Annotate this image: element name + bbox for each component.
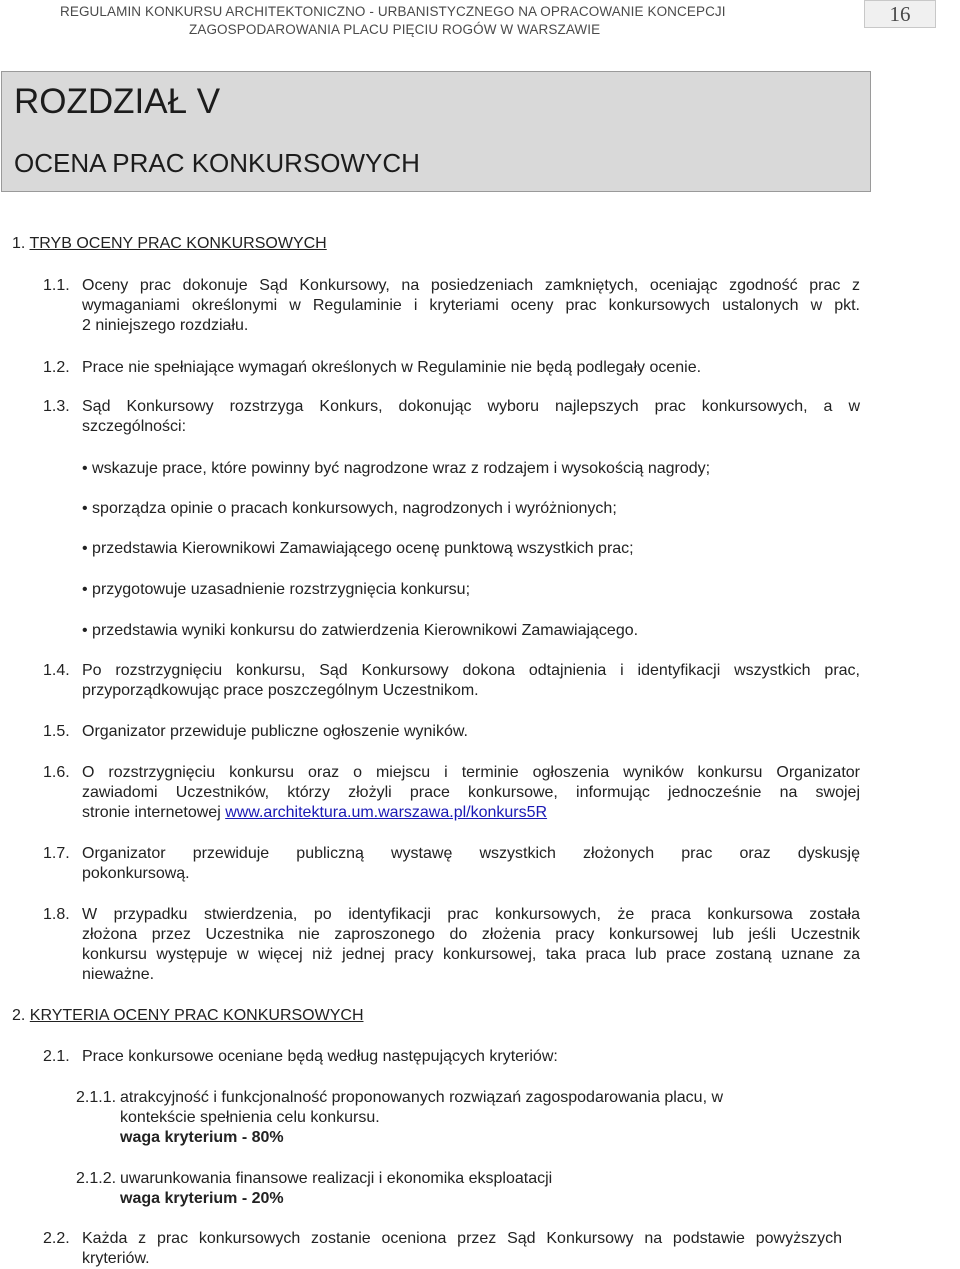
item-text: Organizator przewiduje publiczne ogłoszenie wyników. [82,723,468,740]
header-line-2: ZAGOSPODAROWANIA PLACU PIĘCIU ROGÓW W WARSZAWIE [189,22,601,37]
criterion-line: kontekście spełnienia celu konkursu. [120,1109,380,1126]
item-line-prefix: stronie internetowej [82,804,226,821]
chapter-title: ROZDZIAŁ V [14,82,221,121]
page-number: 16 [864,0,936,28]
item-number: 1.2. [43,359,70,376]
section-2-heading [12,1006,364,1026]
criterion-number: 2.1.1. [76,1089,117,1106]
item-number: 2.1. [43,1048,70,1065]
section-1-title: TRYB OCENY PRAC KONKURSOWYCH [29,235,327,252]
item-number: 1.3. [43,398,70,415]
contest-website-link[interactable]: www.architektura.um.warszawa.pl/konkurs5R [225,804,548,821]
item-line: wymaganiami określonymi w Regulaminie i kryteriami oceny prac konkursowych ustalonych w pkt. [82,297,860,314]
item-line: W przypadku stwierdzenia, po identyfikacji prac konkursowych, że praca konkursowa została [82,906,860,923]
chapter-heading-box [1,71,871,192]
item-line: przyporządkowując prace poszczególnym Uczestnikom. [82,682,479,699]
item-line: kryteriów. [82,1250,150,1267]
item-line: Sąd Konkursowy rozstrzyga Konkurs, dokonując wyboru najlepszych prac konkursowych, a w [82,398,860,415]
section-1-heading [12,234,327,254]
item-number: 2.2. [43,1230,70,1247]
item-number: 1.5. [43,723,70,740]
section-2-number: 2. [12,1007,26,1024]
header-line-1: REGULAMIN KONKURSU ARCHITEKTONICZNO - URBANISTYCZNEGO NA OPRACOWANIE KONCEPCJI [60,4,726,19]
item-line: 2 niniejszego rozdziału. [82,317,249,334]
criterion-number: 2.1.2. [76,1170,117,1187]
item-line: Każda z prac konkursowych zostanie oceniona przez Sąd Konkursowy na podstawie powyższych [82,1230,842,1247]
criterion-weight: waga kryterium - 20% [120,1190,284,1207]
item-line-with-link [82,803,547,823]
section-1-number: 1. [12,235,26,252]
criterion-line: atrakcyjność i funkcjonalność proponowanych rozwiązań zagospodarowania placu, w [120,1089,724,1106]
item-number: 1.6. [43,764,70,781]
item-line: pokonkursową. [82,865,190,882]
item-line: konkursu występuje w więcej niż jednej pracy konkursowej, taka praca lub prace zostaną uznane za [82,946,860,963]
bullet-item: • przedstawia Kierownikowi Zamawiającego ocenę punktową wszystkich prac; [82,540,634,557]
criterion-line: uwarunkowania finansowe realizacji i ekonomika eksploatacji [120,1170,553,1187]
chapter-subtitle: OCENA PRAC KONKURSOWYCH [14,148,420,178]
item-line: Organizator przewiduje publiczną wystawę wszystkich złożonych prac oraz dyskusję [82,845,860,862]
item-number: 1.4. [43,662,70,679]
section-2-title: KRYTERIA OCENY PRAC KONKURSOWYCH [29,1007,364,1024]
item-text: Prace konkursowe oceniane będą według następujących kryteriów: [82,1048,558,1065]
item-number: 1.8. [43,906,70,923]
item-line: Oceny prac dokonuje Sąd Konkursowy, na posiedzeniach zamkniętych, oceniając zgodność prac z [82,277,860,294]
item-number: 1.1. [43,277,70,294]
item-line: nieważne. [82,966,155,983]
item-line: O rozstrzygnięciu konkursu oraz o miejscu i terminie ogłoszenia wyników konkursu Organizator [82,764,860,781]
item-text: Prace nie spełniające wymagań określonych w Regulaminie nie będą podlegały ocenie. [82,359,702,376]
item-line: złożona przez Uczestnika nie zaproszonego do złożenia pracy konkursowej lub jeśli Uczestnik [82,926,860,943]
item-line: Po rozstrzygnięciu konkursu, Sąd Konkursowy dokona odtajnienia i identyfikacji wszystkich prac, [82,662,860,679]
criterion-weight: waga kryterium - 80% [120,1129,284,1146]
bullet-item: • wskazuje prace, które powinny być nagrodzone wraz z rodzajem i wysokością nagrody; [82,460,711,477]
item-number: 1.7. [43,845,70,862]
bullet-item: • przygotowuje uzasadnienie rozstrzygnięcia konkursu; [82,581,471,598]
item-line: szczególności: [82,418,187,435]
bullet-item: • przedstawia wyniki konkursu do zatwierdzenia Kierownikowi Zamawiającego. [82,622,639,639]
bullet-item: • sporządza opinie o pracach konkursowych, nagrodzonych i wyróżnionych; [82,500,617,517]
item-line: zawiadomi Uczestników, którzy złożyli prace konkursowe, informując jednocześnie na swojej [82,784,860,801]
